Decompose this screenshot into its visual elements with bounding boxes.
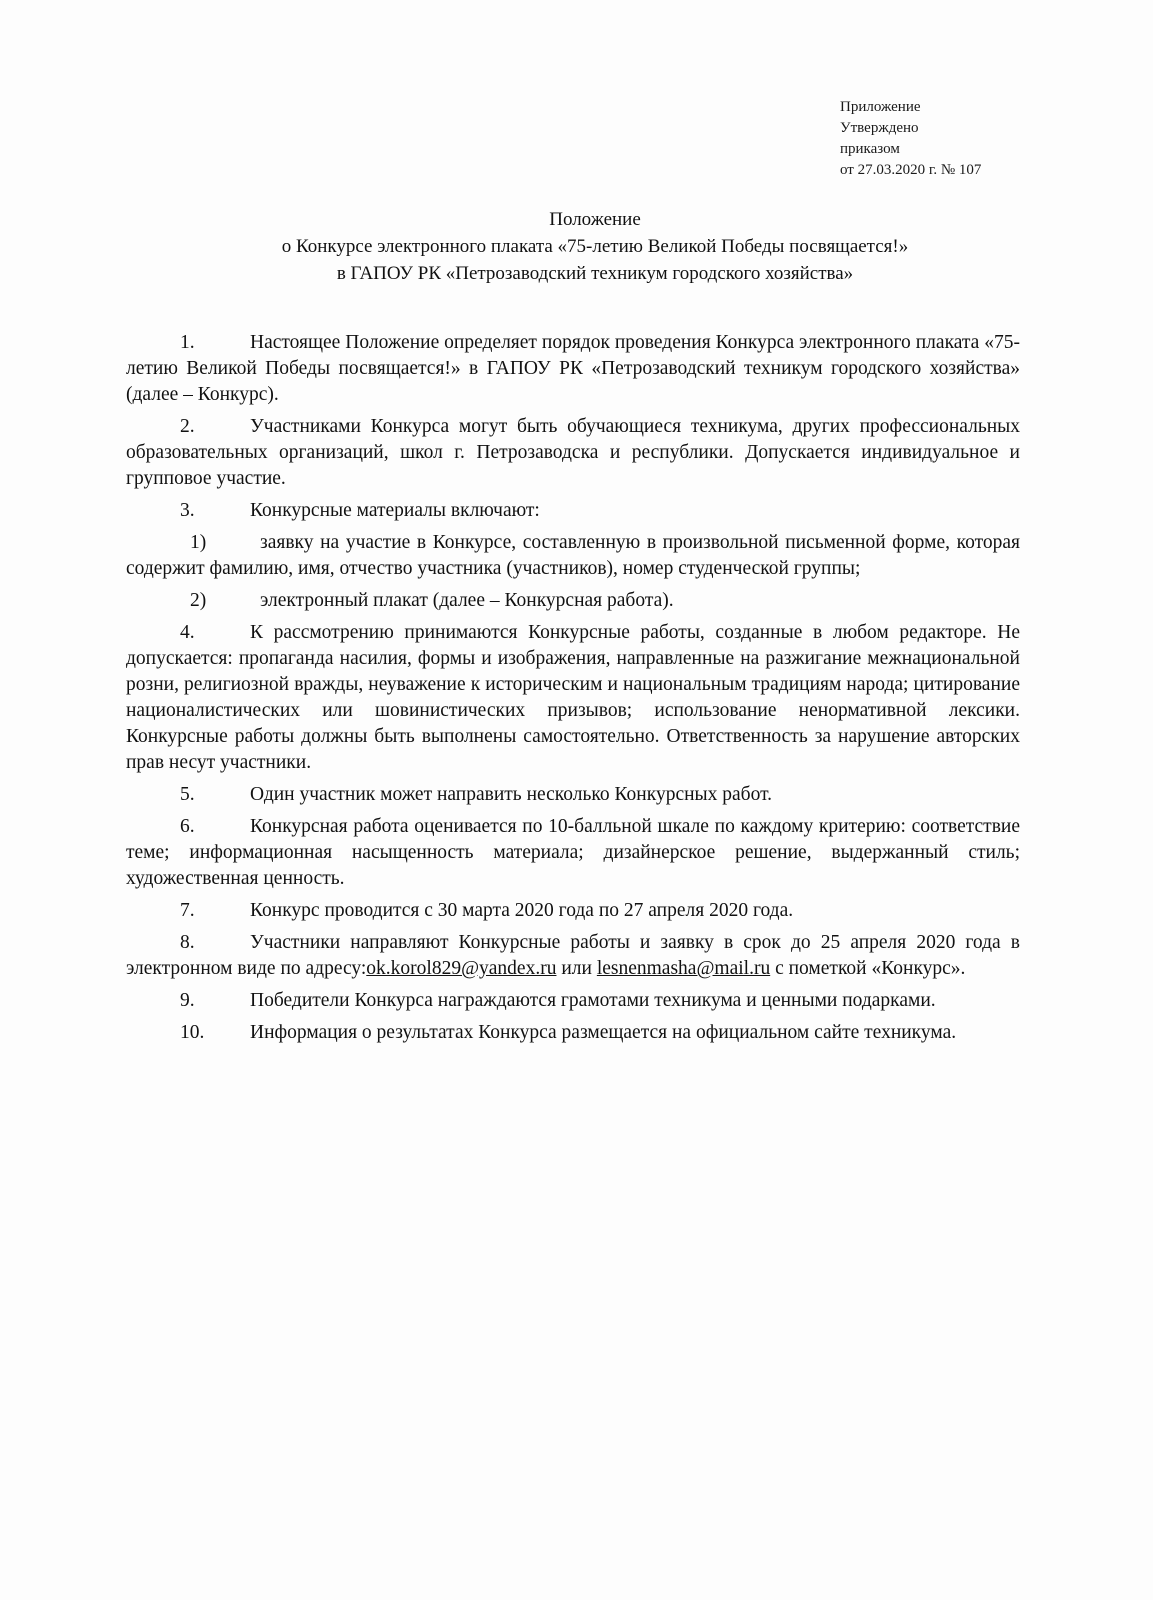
clause-text: Настоящее Положение определяет порядок проведения Конкурса электронного плаката «75-летию Великой Победы посвящается!» в ГАПОУ РК «Петрозаводский техникум городского хозяйства» (далее – Конкурс).: [126, 332, 1020, 405]
clause-number: 6.: [180, 816, 195, 837]
clause-text: Победители Конкурса награждаются грамотами техникума и ценными подарками.: [250, 990, 936, 1011]
clause-5: [126, 782, 1020, 808]
clause-number: 2): [190, 590, 207, 611]
clause-9: [126, 988, 1020, 1014]
clause-text: электронный плакат (далее – Конкурсная работа).: [260, 590, 674, 611]
title-line-institution: в ГАПОУ РК «Петрозаводский техникум городского хозяйства»: [336, 263, 854, 284]
subclause-1: [126, 530, 1020, 582]
clause-number: 9.: [180, 990, 195, 1011]
approval-line-date: от 27.03.2020 г. № 107: [840, 162, 982, 178]
clause-number: 4.: [180, 622, 195, 643]
clause-number: 3.: [180, 500, 195, 521]
title-line-contest: о Конкурсе электронного плаката «75-летию Великой Победы посвящается!»: [281, 236, 909, 257]
clause-4: [126, 620, 1020, 776]
approval-line-approved: Утверждено: [840, 120, 919, 136]
email-link-yandex[interactable]: ok.korol829@yandex.ru: [366, 958, 557, 979]
clause-text: К рассмотрению принимаются Конкурсные работы, созданные в любом редакторе. Не допускается: пропаганда насилия, формы и изображения, направленные на разжигание межнациональной розни, религиозной вражды, неуважение к историческим и национальным традициям народа; цитирование националистических или шовинистических призывов; использование ненормативной лексики. Конкурсные работы должны быть выполнены самостоятельно. Ответственность за нарушение авторских прав несут участники.: [126, 622, 1020, 773]
approval-line-order: приказом: [840, 141, 900, 157]
clause-text: Один участник может направить несколько Конкурсных работ.: [250, 784, 773, 805]
clause-number: 1): [190, 532, 207, 553]
clause-text-tail: с пометкой «Конкурс».: [770, 958, 966, 979]
clause-number: 2.: [180, 416, 195, 437]
clause-1: [126, 330, 1020, 408]
clause-text: Конкурсные материалы включают:: [250, 500, 540, 521]
clause-text: заявку на участие в Конкурсе, составленную в произвольной письменной форме, которая содержит фамилию, имя, отчество участника (участников), номер студенческой группы;: [126, 532, 1020, 579]
clause-2: [126, 414, 1020, 492]
clause-text: Информация о результатах Конкурса размещается на официальном сайте техникума.: [250, 1022, 957, 1043]
email-link-mail[interactable]: lesnenmasha@mail.ru: [596, 958, 771, 979]
clause-text-connector: или: [556, 958, 597, 979]
clause-7: [126, 898, 1020, 924]
title-line-regulation: Положение: [549, 209, 641, 230]
clause-number: 8.: [180, 932, 195, 953]
clause-text: Конкурсная работа оценивается по 10-балльной шкале по каждому критерию: соответствие теме; информационная насыщенность материала; дизайнерское решение, выдержанный стиль; художественная ценность.: [126, 816, 1020, 889]
document-title: [100, 206, 1090, 287]
clause-8: [126, 930, 1020, 982]
approval-line-appendix: Приложение: [840, 99, 921, 115]
document-body: [126, 330, 1020, 1052]
subclause-2: [126, 588, 1020, 614]
clause-10: [126, 1020, 1020, 1046]
clause-text: Конкурс проводится с 30 марта 2020 года по 27 апреля 2020 года.: [250, 900, 794, 921]
approval-stamp-block: [840, 97, 981, 181]
clause-text: Участниками Конкурса могут быть обучающиеся техникума, других профессиональных образовательных организаций, школ г. Петрозаводска и республики. Допускается индивидуальное и групповое участие.: [126, 416, 1020, 489]
clause-3: [126, 498, 1020, 524]
clause-number: 7.: [180, 900, 195, 921]
clause-number: 1.: [180, 332, 195, 353]
clause-text: Участники направляют Конкурсные работы и заявку в срок до 25 апреля 2020 года в электронном виде по адресу:: [126, 932, 1020, 979]
clause-number: 10.: [180, 1022, 205, 1043]
clause-number: 5.: [180, 784, 195, 805]
clause-6: [126, 814, 1020, 892]
